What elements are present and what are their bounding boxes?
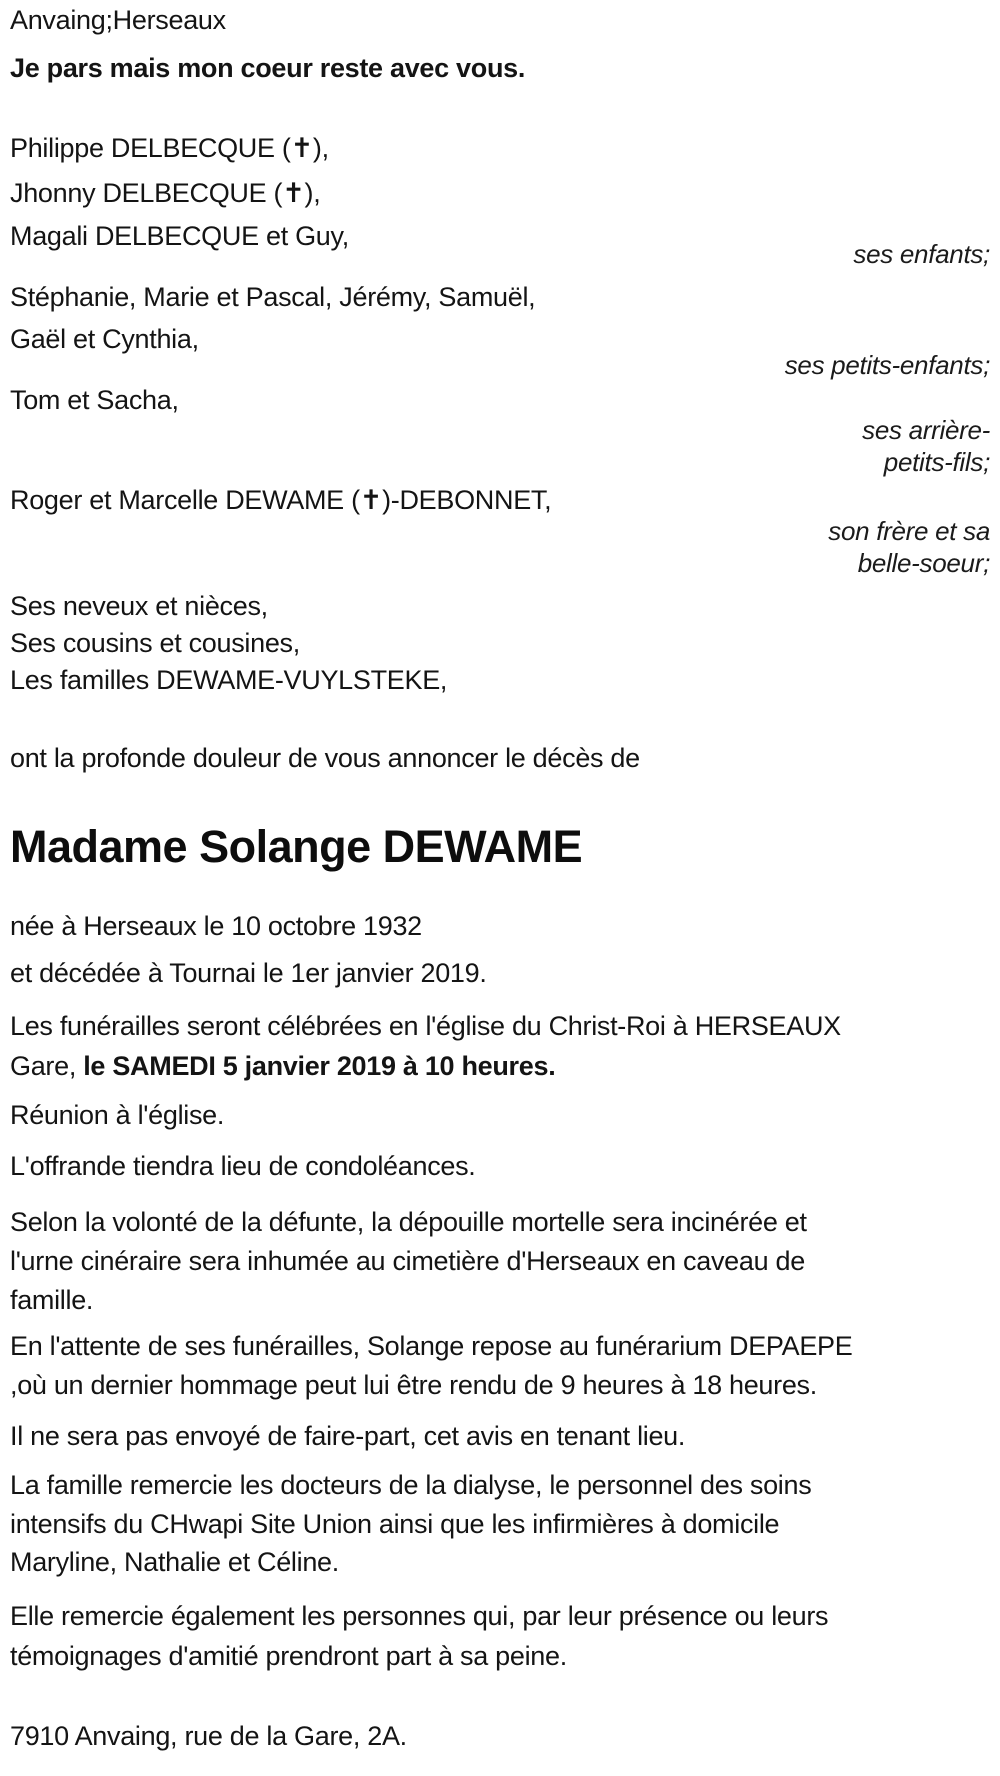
relation-label-grandchildren: ses petits-enfants; (784, 350, 990, 380)
brother-name-line: Roger et Marcelle DEWAME (✝)-DEBONNET, (10, 485, 552, 515)
thanks-doctors-line: intensifs du CHwapi Site Union ainsi que les infirmières à domicile (10, 1509, 780, 1539)
birth-line: née à Herseaux le 10 octobre 1932 (10, 911, 422, 941)
child-name-line: Jhonny DELBECQUE (✝), (10, 178, 321, 208)
address-line: 7910 Anvaing, rue de la Gare, 2A. (10, 1721, 407, 1751)
relation-label-great-grandsons: petits-fils; (883, 447, 990, 477)
repose-line: ,où un dernier hommage peut lui être rendu de 9 heures à 18 heures. (10, 1370, 817, 1400)
cremation-line: Selon la volonté de la défunte, la dépouille mortelle sera incinérée et (10, 1207, 807, 1237)
grandchild-name-line: Stéphanie, Marie et Pascal, Jérémy, Samuël, (10, 282, 536, 312)
relation-label-brother: son frère et sa (828, 516, 990, 546)
meeting-line: Réunion à l'église. (10, 1100, 225, 1130)
thanks-doctors-line: La famille remercie les docteurs de la dialyse, le personnel des soins (10, 1470, 812, 1500)
other-family-line: Les familles DEWAME-VUYLSTEKE, (10, 665, 448, 695)
epitaph-line: Je pars mais mon coeur reste avec vous. (10, 53, 526, 83)
thanks-doctors-line: Maryline, Nathalie et Céline. (10, 1547, 339, 1577)
child-name-line: Philippe DELBECQUE (✝), (10, 133, 329, 163)
grandchild-name-line: Gaël et Cynthia, (10, 324, 199, 354)
death-line: et décédée à Tournai le 1er janvier 2019. (10, 958, 487, 988)
funeral-line-regular: Gare, (10, 1051, 84, 1081)
funeral-line: Les funérailles seront célébrées en l'église du Christ-Roi à HERSEAUX (10, 1011, 841, 1041)
child-name-line: Magali DELBECQUE et Guy, (10, 221, 349, 251)
offering-line: L'offrande tiendra lieu de condoléances. (10, 1151, 476, 1181)
thanks-people-line: Elle remercie également les personnes qui, par leur présence ou leurs (10, 1601, 829, 1631)
cremation-line: famille. (10, 1285, 94, 1315)
relation-label-children: ses enfants; (853, 239, 990, 269)
repose-line: En l'attente de ses funérailles, Solange repose au funérarium DEPAEPE (10, 1331, 853, 1361)
funeral-line (10, 1053, 555, 1080)
location-line: Anvaing;Herseaux (10, 5, 226, 35)
notice-line: Il ne sera pas envoyé de faire-part, cet avis en tenant lieu. (10, 1421, 686, 1451)
great-grandson-name-line: Tom et Sacha, (10, 385, 179, 415)
other-family-line: Ses cousins et cousines, (10, 628, 300, 658)
other-family-line: Ses neveux et nièces, (10, 591, 268, 621)
announcement-line: ont la profonde douleur de vous annoncer le décès de (10, 743, 640, 773)
funeral-date-bold: le SAMEDI 5 janvier 2019 à 10 heures. (83, 1051, 556, 1081)
thanks-people-line: témoignages d'amitié prendront part à sa peine. (10, 1641, 567, 1671)
deceased-name-title: Madame Solange DEWAME (10, 821, 583, 872)
relation-label-great-grandsons: ses arrière- (862, 415, 990, 445)
relation-label-brother: belle-soeur; (857, 548, 990, 578)
cremation-line: l'urne cinéraire sera inhumée au cimetière d'Herseaux en caveau de (10, 1246, 805, 1276)
